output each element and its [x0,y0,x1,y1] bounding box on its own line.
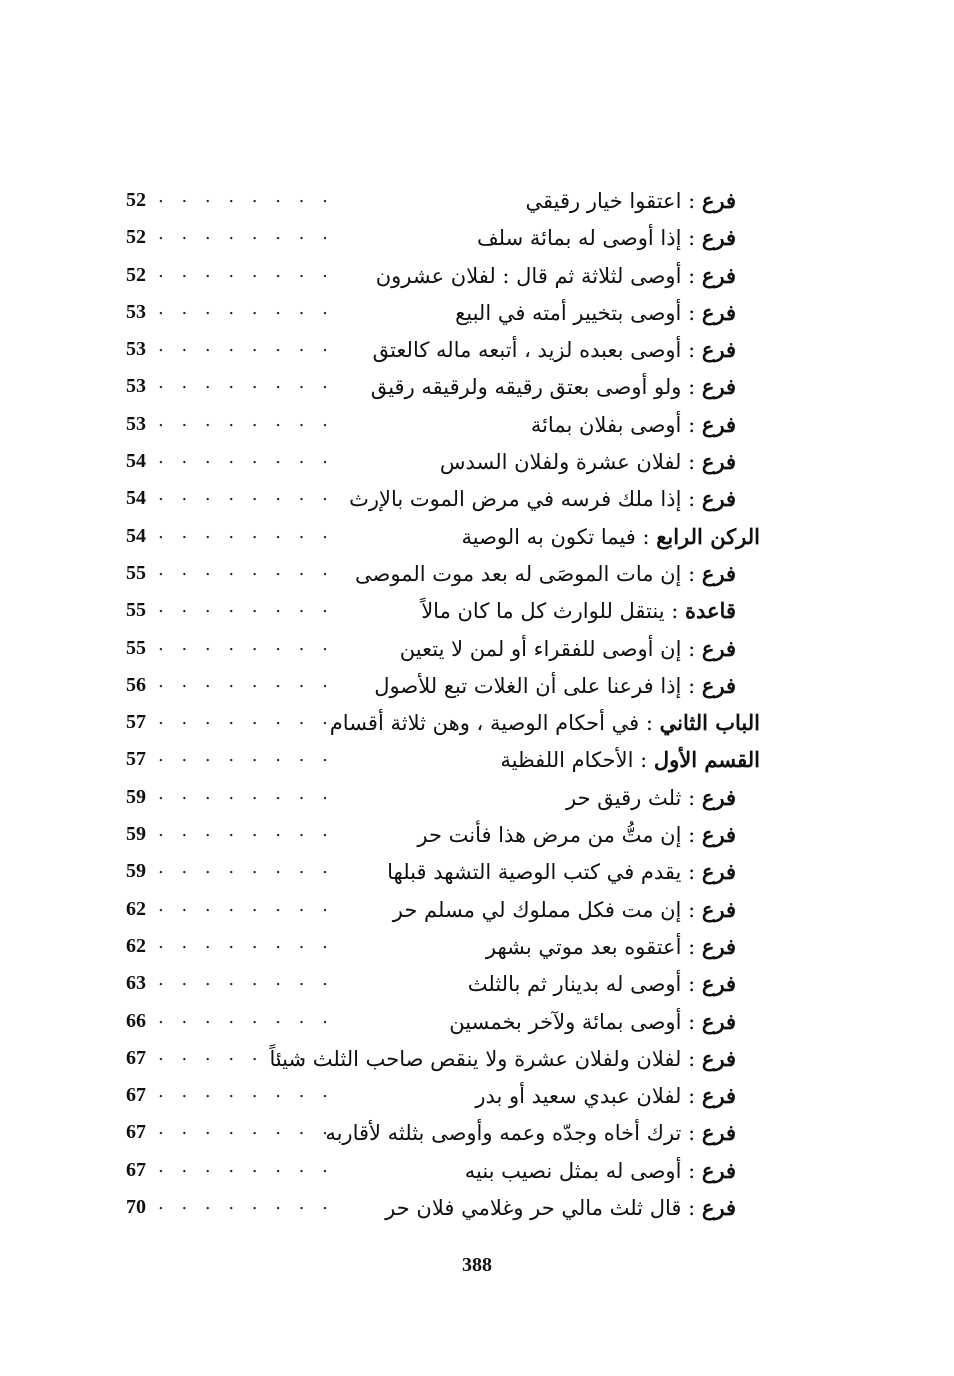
entry-label: فرع [701,1120,736,1146]
toc-entry [118,1189,768,1226]
entry-text: إن متُّ من مرض هذا فأنت حر [417,823,682,848]
dot-leader: . . . . . . . . [158,670,334,692]
entry-text: أوصى له بدينار ثم بالثلث [467,972,682,997]
entry-title: فرع : أعتقوه بعد موتي بشهر [485,933,736,959]
dot-leader: . . . . . . . . [158,223,334,245]
toc-entry [118,630,768,667]
entry-text: قال ثلث مالي حر وغلامي فلان حر [385,1196,682,1221]
dot-leader: . . . . . . . . [158,1118,334,1140]
entry-title: فرع : إذا أوصى له بمائة سلف [476,225,736,251]
entry-text: إذا أوصى له بمائة سلف [476,226,682,251]
dot-leader: . . . . . . . . [158,745,334,767]
entry-text: أوصى بتخيير أمته في البيع [455,300,682,325]
toc-entry [118,592,768,629]
dot-leader: . . . . . . . . [158,186,334,207]
dot-leader: . . . . . . . . [158,1081,334,1103]
entry-label: فرع [701,1157,736,1183]
entry-label: فرع [701,374,736,400]
entry-title: الركن الرابع : فيما تكون به الوصية [461,523,760,549]
entry-title: فرع : إن مت فكل مملوك لي مسلم حر [392,896,736,922]
toc-entry [118,1040,768,1077]
entry-text: إذا ملك فرسه في مرض الموت بالإرث [349,487,682,512]
entry-label: فرع [701,225,736,251]
entry-text: لفلان عشرة ولفلان السدس [439,450,682,475]
entry-page: 62 [126,934,146,957]
entry-text: ثلث رقيق حر [566,785,682,810]
entry-text: ينتقل للوارث كل ما كان مالاً [421,599,665,624]
entry-page: 67 [126,1121,146,1144]
dot-leader: . . . . . . . . [158,372,334,394]
entry-page: 62 [126,897,146,920]
entry-title: فرع : أوصى لثلاثة ثم قال : لفلان عشرون [375,262,736,288]
toc-entry [118,1114,768,1151]
toc-entry [118,928,768,965]
dot-leader: . . . . . . . . [158,633,334,655]
entry-page: 59 [126,823,146,846]
entry-title: فرع : لفلان عبدي سعيد أو بدر [475,1083,736,1109]
entry-page: 57 [126,711,146,734]
entry-label: قاعدة [685,598,736,624]
entry-title: فرع : أوصى بعبده لزيد ، أتبعه ماله كالعتق [372,337,736,363]
entry-text: في أحكام الوصية ، وهن ثلاثة أقسام [329,711,640,736]
dot-leader: . . . . . . . . [158,297,334,319]
entry-page: 55 [126,636,146,659]
entry-page: 67 [126,1046,146,1069]
entry-page: 67 [126,1158,146,1181]
entry-label: فرع [701,784,736,810]
entry-label: فرع [701,822,736,848]
toc-entry [118,667,768,704]
entry-text: أوصى له بمثل نصيب بنيه [464,1158,682,1183]
toc-entry [118,1152,768,1189]
entry-text: لفلان ولفلان عشرة ولا ينقص صاحب الثلث شيئاً [269,1046,682,1071]
entry-title: فرع : أوصى بمائة ولآخر بخمسين [449,1008,736,1034]
entry-title: فرع : ترك أخاه وجدّه وعمه وأوصى بثلثه لأقاربه [325,1120,736,1146]
entry-page: 63 [126,972,146,995]
entry-page: 57 [126,748,146,771]
entry-text: أعتقوه بعد موتي بشهر [485,934,682,959]
entry-page: 52 [126,189,146,211]
dot-leader: . . . . . . . . [158,447,334,469]
entry-text: إن مت فكل مملوك لي مسلم حر [392,897,682,922]
entry-label: فرع [701,933,736,959]
entry-label: فرع [701,449,736,475]
page-number: 388 [462,1254,492,1276]
entry-page: 67 [126,1084,146,1107]
toc-entry [118,555,768,592]
toc-section-heading [118,741,768,778]
entry-title: فرع : لفلان عشرة ولفلان السدس [439,449,736,475]
entry-text: اعتقوا خيار رقيقي [525,189,682,213]
dot-leader: . . . . . . . . [158,894,334,916]
entry-label: القسم الأول [653,747,760,773]
entry-text: لفلان عبدي سعيد أو بدر [475,1084,682,1109]
entry-label: فرع [701,262,736,288]
entry-page: 56 [126,673,146,696]
dot-leader: . . . . . . . . [158,1155,334,1177]
dot-leader: . . . . . . . . [158,335,334,357]
entry-text: يقدم في كتب الوصية التشهد قبلها [387,860,682,885]
toc-entry [118,294,768,331]
dot-leader: . . . . . . . . [158,1193,334,1215]
toc-section-heading [118,518,768,555]
entry-page: 54 [126,524,146,547]
entry-page: 53 [126,375,146,398]
entry-page: 66 [126,1009,146,1032]
dot-leader: . . . . . . . . [158,857,334,879]
toc-chapter-heading [118,704,768,741]
dot-leader: . . . . . . . . [158,484,334,506]
entry-text: ولو أوصى بعتق رقيقه ولرقيقه رقيق [370,375,682,400]
dot-leader: . . . . . . . . [158,409,334,431]
dot-leader: . . . . . . . . [158,782,334,804]
entry-title: فرع : ولو أوصى بعتق رقيقه ولرقيقه رقيق [370,374,736,400]
entry-label: فرع [701,1008,736,1034]
entry-title: فرع : ثلث رقيق حر [566,784,736,810]
toc-entry [118,1077,768,1114]
entry-label: الباب الثاني [659,710,760,736]
toc-entry [118,480,768,517]
entry-title: فرع : اعتقوا خيار رقيقي [525,188,736,213]
toc-entry [118,965,768,1002]
toc-entry [118,443,768,480]
toc-entry [118,853,768,890]
entry-title: فرع : يقدم في كتب الوصية التشهد قبلها [387,859,736,885]
entry-title: القسم الأول : الأحكام اللفظية [500,747,760,773]
entry-text: أوصى لثلاثة ثم قال : لفلان عشرون [375,263,682,288]
toc-entry [118,891,768,928]
entry-label: فرع [701,337,736,363]
toc-entry [118,1003,768,1040]
entry-page: 70 [126,1196,146,1219]
entry-label: فرع [701,1083,736,1109]
dot-leader: . . . . . . . . [158,820,334,842]
entry-label: فرع [701,560,736,586]
entry-page: 59 [126,785,146,808]
entry-page: 55 [126,561,146,584]
entry-title: فرع : أوصى بتخيير أمته في البيع [455,299,736,325]
dot-leader: . . . . . . . . [158,558,334,580]
entry-page: 59 [126,860,146,883]
toc-entry [118,331,768,368]
entry-label: فرع [701,188,736,213]
dot-leader: . . . . . . . . [158,260,334,282]
table-of-contents [118,182,768,1226]
entry-title: الباب الثاني : في أحكام الوصية ، وهن ثلاثة أقسام [329,710,760,736]
entry-page: 54 [126,450,146,473]
dot-leader: . . . . . . . . [158,596,334,618]
entry-label: فرع [701,635,736,661]
entry-title: قاعدة : ينتقل للوارث كل ما كان مالاً [421,598,736,624]
entry-page: 55 [126,599,146,622]
entry-text: إن أوصى للفقراء أو لمن لا يتعين [399,636,682,661]
entry-title: فرع : إن متُّ من مرض هذا فأنت حر [417,822,736,848]
toc-entry [118,219,768,256]
toc-entry [118,182,768,219]
entry-label: فرع [701,1045,736,1071]
entry-label: فرع [701,411,736,437]
entry-label: فرع [701,299,736,325]
dot-leader: . . . . . . . . [158,708,334,730]
toc-entry [118,406,768,443]
entry-page: 53 [126,300,146,323]
entry-label: فرع [701,1195,736,1221]
entry-text: أوصى بعبده لزيد ، أتبعه ماله كالعتق [372,338,682,363]
dot-leader: . . . . . . . . [158,931,334,953]
entry-title: فرع : إن أوصى للفقراء أو لمن لا يتعين [399,635,736,661]
entry-label: فرع [701,859,736,885]
toc-entry [118,779,768,816]
entry-page: 52 [126,226,146,249]
entry-text: إن مات الموصَى له بعد موت الموصى [355,561,682,586]
entry-title: فرع : أوصى بفلان بمائة [530,411,736,437]
entry-title: فرع : لفلان ولفلان عشرة ولا ينقص صاحب الثلث شيئاً [269,1045,736,1071]
entry-label: فرع [701,486,736,512]
entry-text: أوصى بفلان بمائة [530,412,682,437]
entry-text: الأحكام اللفظية [500,748,634,773]
toc-entry [118,257,768,294]
entry-text: فيما تكون به الوصية [461,524,636,549]
toc-entry [118,816,768,853]
entry-label: فرع [701,971,736,997]
entry-label: فرع [701,896,736,922]
entry-label: الركن الرابع [656,523,760,549]
entry-text: ترك أخاه وجدّه وعمه وأوصى بثلثه لأقاربه [325,1121,682,1146]
entry-title: فرع : إن مات الموصَى له بعد موت الموصى [355,560,736,586]
toc-entry [118,368,768,405]
entry-text: إذا فرعنا على أن الغلات تبع للأصول [374,673,682,698]
dot-leader: . . . . . . . . [158,521,334,543]
entry-page: 53 [126,412,146,435]
entry-title: فرع : إذا ملك فرسه في مرض الموت بالإرث [349,486,736,512]
entry-page: 54 [126,487,146,510]
entry-page: 53 [126,338,146,361]
entry-title: فرع : أوصى له بمثل نصيب بنيه [464,1157,736,1183]
entry-text: أوصى بمائة ولآخر بخمسين [449,1009,682,1034]
entry-title: فرع : إذا فرعنا على أن الغلات تبع للأصول [374,672,736,698]
entry-title: فرع : أوصى له بدينار ثم بالثلث [467,971,736,997]
dot-leader: . . . . . . . . [158,969,334,991]
dot-leader: . . . . . . . . [158,1006,334,1028]
entry-page: 52 [126,263,146,286]
entry-label: فرع [701,672,736,698]
dot-leader: . . . . . . . [158,1043,311,1065]
entry-title: فرع : قال ثلث مالي حر وغلامي فلان حر [385,1195,736,1221]
